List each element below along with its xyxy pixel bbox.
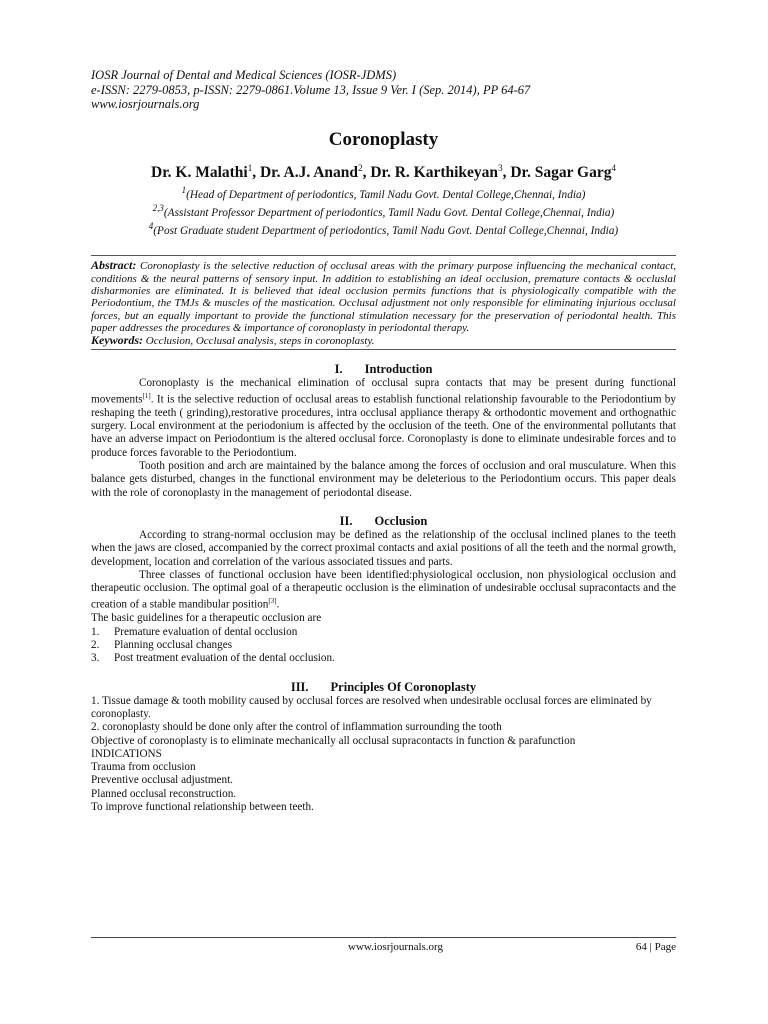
paragraph [91,569,676,613]
paragraph: Tooth position and arch are maintained by the balance among the forces of occlusion and oral musculature. When this balance gets disturbed, changes in the functional environment may be deleterious to the Periodontium occurs. This paper deals with the role of coronoplasty in the management of periodontal disease. [91,460,676,499]
journal-header [91,68,676,112]
abstract-bottom-rule [91,349,676,350]
author-name: , Dr. R. Karthikeyan [362,163,499,181]
list-text: Post treatment evaluation of the dental occlusion. [114,652,335,665]
paragraph-text: Three classes of functional occlusion have been identified:physiological occlusion, non physiological occlusion and therapeutic occlusion. The optimal goal of a therapeutic occlusion is the elimination of undesirable occlusal supracontacts and the creation of a stable mandibular position [91,568,676,612]
section-title: Introduction [364,361,433,376]
principle-line: Objective of coronoplasty is to eliminate mechanically all occlusal supracontacts in function & parafunction [91,734,576,747]
list-number: 2. [91,639,100,652]
author-sup: 2 [358,162,363,173]
list-text: Premature evaluation of dental occlusion [114,625,298,638]
keywords-text: Occlusion, Occlusal analysis, steps in coronoplasty. [143,335,375,348]
journal-issn: e-ISSN: 2279-0853, p-ISSN: 2279-0861.Volume 13, Issue 9 Ver. I (Sep. 2014), PP 64-67 [91,82,531,97]
citation[interactable]: [1] [142,391,151,400]
section-number: I. [334,361,343,376]
indication-item: Trauma from occlusion [91,761,196,774]
indications-heading: INDICATIONS [91,747,162,760]
section-heading-principles [91,680,676,695]
list-text: Planning occlusal changes [114,639,233,652]
principle-line: 1. Tissue damage & tooth mobility caused by occlusal forces are resolved when undesirable occlusal forces are eliminated by coronoplasty. [91,694,652,720]
author-name: Dr. K. Malathi [151,163,248,181]
paper-title: Coronoplasty [328,128,439,150]
list-number: 3. [91,652,100,665]
affiliation [91,220,676,238]
section-heading-occlusion [91,514,676,529]
author-list [91,163,676,182]
citation[interactable]: [3] [268,597,277,606]
paragraph-text: . It is the selective reduction of occlusal areas to establish functional relationship favourable to the Periodontium by reshaping the teeth ( grinding),restorative procedures, intra occlusal appliance therapy & orthodontic movement and orthognathic surgery. Local environment at the periodonium is affected by the occlusion of the teeth. One of the environmental pollutants that have an adverse impact on Periodontium is the altered occlusal force. Coronoplasty is done to eliminate undesirable forces and to produce forces favorable to the Periodontium. [91,393,676,459]
list-item [91,639,676,652]
journal-name: IOSR Journal of Dental and Medical Sciences (IOSR-JDMS) [91,68,397,82]
author-sup: 1 [247,162,253,173]
journal-website[interactable]: www.iosrjournals.org [91,97,200,111]
principle-line: 2. coronoplasty should be done only after the control of inflammation surrounding the tooth [91,721,502,734]
paragraph [91,377,676,461]
section-body-introduction [91,377,676,500]
abstract-text: Coronoplasty is the selective reduction of occlusal areas with the primary purpose influencing the mechanical contact, conditions & the neural patterns of sensory input. In addition to establishing an ideal occlusion, premature contacts & occluslal disharmonies are eliminated. It is believed that ideal occlusion permits functions that is physiologically compatible with the Periodontium, the TMJs & muscles of the mastication. Occlusal adjustment not only responsible for eliminating injurious occlusal forces, but an equally important to provide the functional stimulation necessary for the preservation of periodontal health. This paper addresses the procedures & importance of coronoplasty in periodontal therapy. [91,260,676,334]
affiliation-text: (Assistant Professor Department of periodontics, Tamil Nadu Govt. Dental College,Chennai, India) [163,206,615,219]
indication-item: To improve functional relationship between teeth. [91,801,314,814]
paragraph: According to strang-normal occlusion may be defined as the relationship of the occlusal inclined planes to the teeth when the jaws are closed, accompanied by the correct proximal contacts and axial positions of all the teeth and the normal growth, development, location and correlation of the various associated tissues and parts. [91,528,676,568]
section-heading-introduction [91,362,676,377]
section-body-occlusion [91,529,676,666]
keywords-label: Keywords: [91,333,143,348]
affiliation-sup: 2,3 [152,202,164,213]
affiliation-sup: 1 [181,184,187,195]
section-title: Principles Of Coronoplasty [330,679,477,694]
author-name: , Dr. A.J. Anand [252,163,359,181]
section-body-principles [91,695,676,815]
abstract-label: Abstract: [91,258,137,273]
list-item [91,626,676,639]
section-number: III. [290,679,309,694]
paragraph: The basic guidelines for a therapeutic occlusion are [91,612,322,625]
paragraph-text: . [276,599,280,612]
footer-website[interactable]: www.iosrjournals.org [348,941,444,953]
section-title: Occlusion [374,513,428,528]
paper-page [91,68,676,814]
indication-item: Preventive occlusal adjustment. [91,774,233,787]
affiliation-sup: 4 [148,221,154,232]
affiliations [91,184,676,239]
affiliation-text: (Head of Department of periodontics, Tamil Nadu Govt. Dental College,Chennai, India) [186,188,586,201]
author-sup: 4 [611,162,616,173]
author-sup: 3 [498,162,503,173]
affiliation [91,184,676,202]
author-name: , Dr. Sagar Garg [502,163,612,181]
page-footer [91,937,676,953]
page-number: 64 | Page [635,941,676,953]
affiliation-text: (Post Graduate student Department of periodontics, Tamil Nadu Govt. Dental College,Chennai, India) [153,224,619,237]
affiliation [91,202,676,220]
indication-item: Planned occlusal reconstruction. [91,787,237,800]
guidelines-list [91,626,676,666]
list-number: 1. [91,625,100,638]
abstract [91,256,676,348]
list-item [91,652,676,665]
section-number: II. [339,513,353,528]
paragraph-text: Coronoplasty is the mechanical elimination of occlusal supra contacts that may be present during functional movements [91,376,676,406]
